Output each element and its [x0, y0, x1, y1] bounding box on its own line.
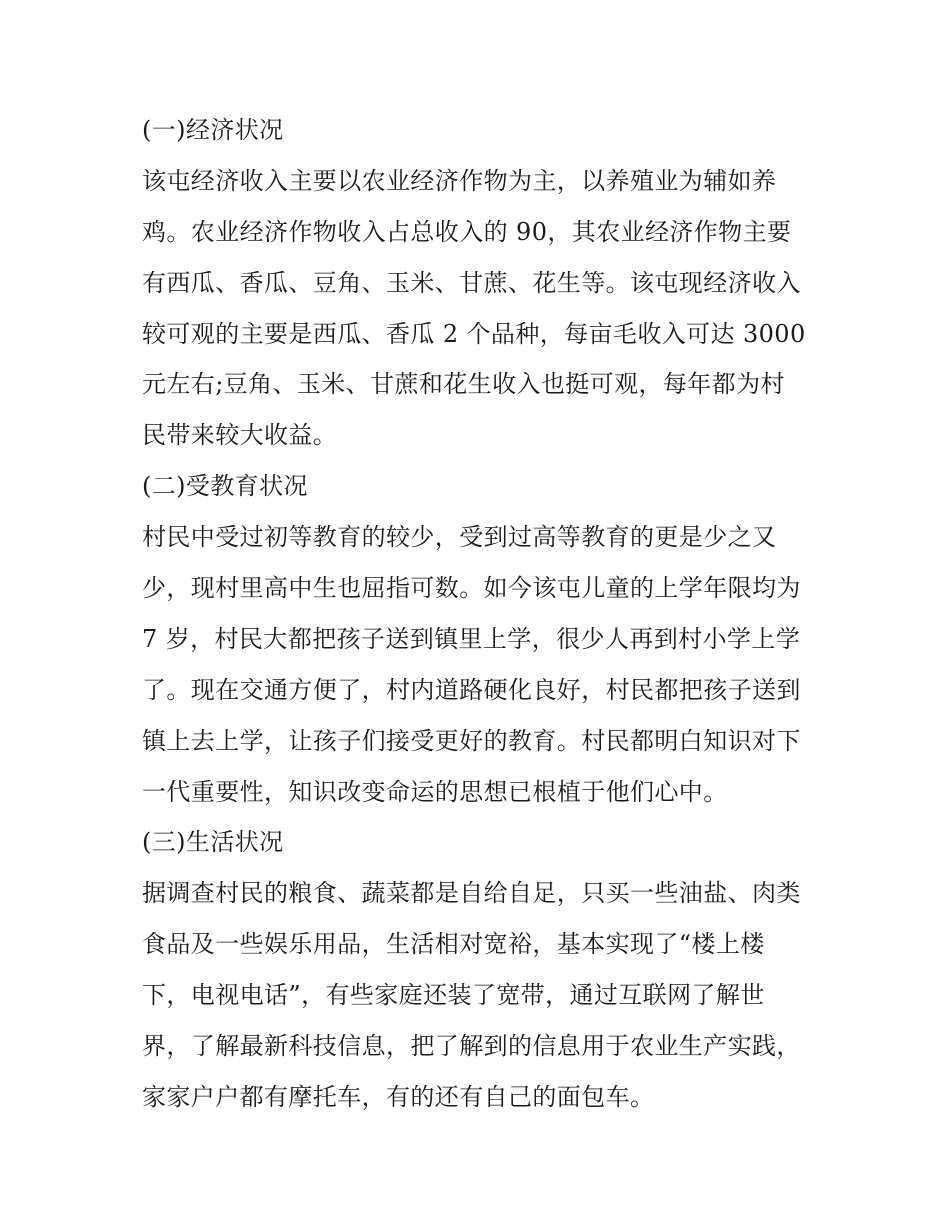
text-line: 界，了解最新科技信息，把了解到的信息用于农业生产实践， [142, 1032, 801, 1061]
text-line: 食品及一些娱乐用品，生活相对宽裕，基本实现了“楼上楼 [142, 930, 765, 959]
text-line: 村民中受过初等教育的较少，受到过高等教育的更是少之又 [142, 523, 777, 552]
text-line: 据调查村民的粮食、蔬菜都是自给自足，只买一些油盐、肉类 [142, 879, 801, 908]
section-heading-economy: (一)经济状况 [142, 116, 284, 144]
text-line: 7 岁，村民大都把孩子送到镇里上学，很少人再到村小学上学 [142, 624, 801, 653]
text-line: 少，现村里高中生也屈指可数。如今该屯儿童的上学年限均为 [142, 574, 801, 603]
document-body [142, 111, 832, 1129]
text-line: 了。现在交通方便了，村内道路硬化良好，村民都把孩子送到 [142, 675, 801, 704]
text-line: 元左右;豆角、玉米、甘蔗和花生收入也挺可观，每年都为村 [142, 370, 785, 399]
text-line: 下，电视电话”，有些家庭还装了宽带，通过互联网了解世 [142, 981, 765, 1010]
text-line: 该屯经济收入主要以农业经济作物为主，以养殖业为辅如养 [142, 166, 777, 195]
text-line: 较可观的主要是西瓜、香瓜 2 个品种，每亩毛收入可达 3000 [142, 319, 806, 348]
section-heading-living: (三)生活状况 [142, 828, 284, 857]
text-line: 鸡。农业经济作物收入占总收入的 90，其农业经济作物主要 [142, 217, 792, 246]
text-line: 一代重要性，知识改变命运的思想已根植于他们心中。 [142, 777, 728, 806]
text-line: 家家户户都有摩托车，有的还有自己的面包车。 [142, 1082, 655, 1111]
text-line: 民带来较大收益。 [142, 421, 338, 450]
text-line: 镇上去上学，让孩子们接受更好的教育。村民都明白知识对下 [142, 726, 801, 755]
text-line: 有西瓜、香瓜、豆角、玉米、甘蔗、花生等。该屯现经济收入 [142, 268, 801, 297]
section-heading-education: (二)受教育状况 [142, 472, 308, 501]
